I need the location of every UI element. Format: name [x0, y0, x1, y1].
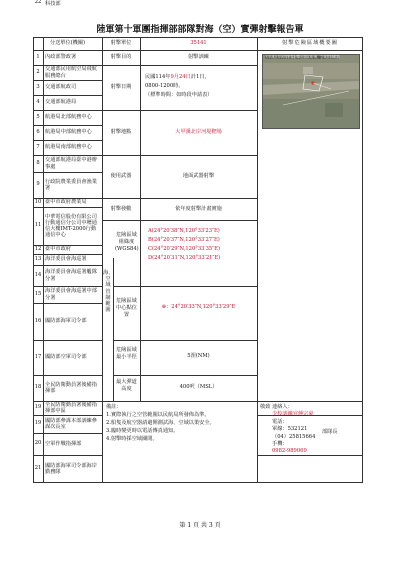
- units-header: 分送單位(機關): [49, 40, 86, 46]
- unit-row-number: 15: [34, 290, 42, 297]
- unit-row-name: 交通部航港局: [45, 99, 77, 106]
- unit-row-number: 6: [36, 128, 40, 135]
- fax-label: 手機：: [272, 441, 288, 448]
- unit-row-number: 11: [34, 222, 42, 229]
- airspace-side-label: 海、空域管制範圍: [103, 270, 114, 314]
- contact-name: 少校訓練官蔣宗豪: [272, 411, 314, 418]
- unit-row-number: 16: [34, 317, 42, 324]
- weapon-value: 地面武器射擊: [182, 173, 215, 179]
- page-title: 陸軍第十軍團指揮部部隊對海（空）實彈射擊報告單: [96, 25, 304, 35]
- location-value: 大甲溪北岸河堤靶場: [175, 129, 222, 135]
- date-red: 9月24日: [170, 74, 191, 80]
- unit-row-number: 19: [34, 420, 42, 427]
- unit-row-name: 國防部空軍司令部: [45, 354, 87, 361]
- danger-label: 危險區域組綠度(WGS84): [115, 232, 139, 252]
- coord-b: B(24°20′37″N,120°33′27″E): [148, 237, 220, 243]
- unit-row-number: 5: [36, 113, 40, 120]
- unit-row-number: 18: [34, 384, 42, 391]
- unit-row-name: 空軍作戰指揮部: [45, 440, 82, 447]
- unit-row-number: 19: [34, 404, 42, 411]
- phone-mil: 軍線：532121: [272, 426, 308, 433]
- altitude-label: 最大彈道高度: [116, 379, 137, 392]
- unit-row-number: 7: [36, 143, 40, 150]
- coord-d: D(24°20′31″N,120°33′21″E): [148, 255, 221, 261]
- phone-civil: （04）25815664: [272, 433, 316, 440]
- unit-row-number: 14: [34, 271, 42, 278]
- remarks-label: 備註：: [106, 404, 122, 410]
- center-label: 危險區域中心點位置: [116, 298, 137, 318]
- date-prefix: 民國114年: [145, 74, 171, 80]
- date-label: 射擊日期: [110, 84, 132, 90]
- radius-label: 危險區域最小半徑: [116, 347, 137, 360]
- note-sign: 部隊長: [322, 429, 338, 435]
- unit-row-name: 國防部海軍司令部海岸勤務隊: [45, 462, 97, 475]
- date-line1: [145, 75, 210, 80]
- unit-row-number: 17: [34, 353, 42, 360]
- map-header: 射擊危險區域概要圖: [282, 40, 338, 46]
- remark-line: 4.射擊時採空域關閉。: [106, 436, 158, 442]
- page-footer: 第 1 頁 共 3 頁: [179, 522, 221, 529]
- unit-label: 射擊單位: [110, 40, 132, 46]
- unit-row-name: 中華電信股份有限公司行動通信分公司中壢通信大樓IMT-2000行動通信中心: [45, 213, 97, 239]
- unit-row-number: 20: [34, 440, 42, 447]
- unit-row-name: 交通部航政司: [45, 84, 77, 91]
- unit-row-name: 交通部民用航空局飛航服務總台: [45, 66, 97, 79]
- map-svg: [263, 55, 359, 128]
- unit-row-name: 航港局中部航務中心: [45, 129, 92, 136]
- contact-block: [272, 404, 315, 456]
- unit-row-number: 22: [34, 0, 42, 5]
- purpose-label: 射擊目的: [110, 54, 132, 60]
- danger-area-map: [262, 54, 360, 129]
- unit-row-name: 全民防衛動員署後備指揮部: [45, 381, 97, 394]
- unit-row-number: 2: [36, 68, 40, 75]
- phone-label: 電話：: [272, 418, 288, 425]
- unit-row-name: 臺中市政府農業局: [45, 199, 87, 206]
- unit-row-name: 航港局南部航務中心: [45, 144, 92, 151]
- unit-row-number: 1: [36, 53, 40, 60]
- date-line2: 0800-1200時。: [145, 83, 184, 89]
- weapon-label: 使用武器: [110, 173, 132, 179]
- location-label: 射擊地點: [110, 129, 132, 135]
- unit-row-number: 4: [36, 98, 40, 105]
- unit-row-name: 全民防衛動員署後備指揮部中區: [45, 401, 97, 414]
- note-label: 敬致: [260, 404, 271, 410]
- rounds-label: 射擊發數: [110, 206, 132, 212]
- unit-row-number: 9: [36, 181, 40, 188]
- remark-line: 1.實際執行之空管範圍以民航局所發佈為準。: [106, 412, 210, 418]
- center-value: ⊕：24°20′33″N,120°33′29″E: [161, 304, 236, 310]
- unit-row-name: 行政院農業委員會漁業署: [45, 178, 97, 191]
- unit-row-name: 國防部參謀本部訓練參謀次長室: [45, 417, 97, 430]
- radius-value: 5浬(NM): [187, 353, 210, 359]
- unit-row-name: 科技部: [45, 1, 61, 7]
- unit-row-name: 內政部警政署: [45, 54, 77, 61]
- date-suffix: 計1日，: [190, 74, 210, 80]
- coord-a: A(24°20′38″N,120°33′23″E): [148, 228, 220, 234]
- contact-label: 連絡人：: [272, 404, 293, 410]
- unit-row-number: 10: [34, 198, 42, 205]
- unit-row-number: 3: [36, 83, 40, 90]
- remark-line: 2.船隻及航空器請避開測試海、空域以策安全。: [106, 420, 215, 426]
- altitude-value: 400呎（MSL）: [179, 384, 218, 390]
- map-caption: 大甲溪北岸河堤靶場射擊危險區域-海、空域管制範圍: [265, 55, 340, 59]
- coord-c: C(24°20′29″N,120°33′35″E): [148, 246, 220, 252]
- unit-row-name: 航港局北部航務中心: [45, 114, 92, 121]
- unit-row-name: 交通部航港局臺中港辦事處: [45, 157, 97, 170]
- unit-row-name: 國防部海軍司令部: [45, 318, 87, 325]
- unit-row-name: 海洋委員會海巡署: [45, 256, 87, 263]
- unit-row-name: 海洋委員會海巡署中部分署: [45, 288, 97, 301]
- unit-row-name: 臺中市政府: [45, 246, 71, 253]
- unit-row-number: 21: [34, 465, 42, 472]
- purpose-value: 射擊訓練: [188, 54, 209, 60]
- unit-row-number: 8: [36, 159, 40, 166]
- rounds-value: 依年度射擊計畫實施: [175, 206, 222, 212]
- date-line3: （標準時間：如時段申請表）: [145, 92, 213, 98]
- unit-value: 35141: [190, 40, 207, 46]
- unit-row-number: 12: [34, 245, 42, 252]
- unit-row-number: 13: [34, 255, 42, 262]
- mobile: 0982-989069: [272, 448, 307, 455]
- unit-row-name: 海洋委員會海巡署艦隊分署: [45, 269, 97, 282]
- remark-line: 3.臨時變更時以電話傳真通知。: [106, 428, 179, 434]
